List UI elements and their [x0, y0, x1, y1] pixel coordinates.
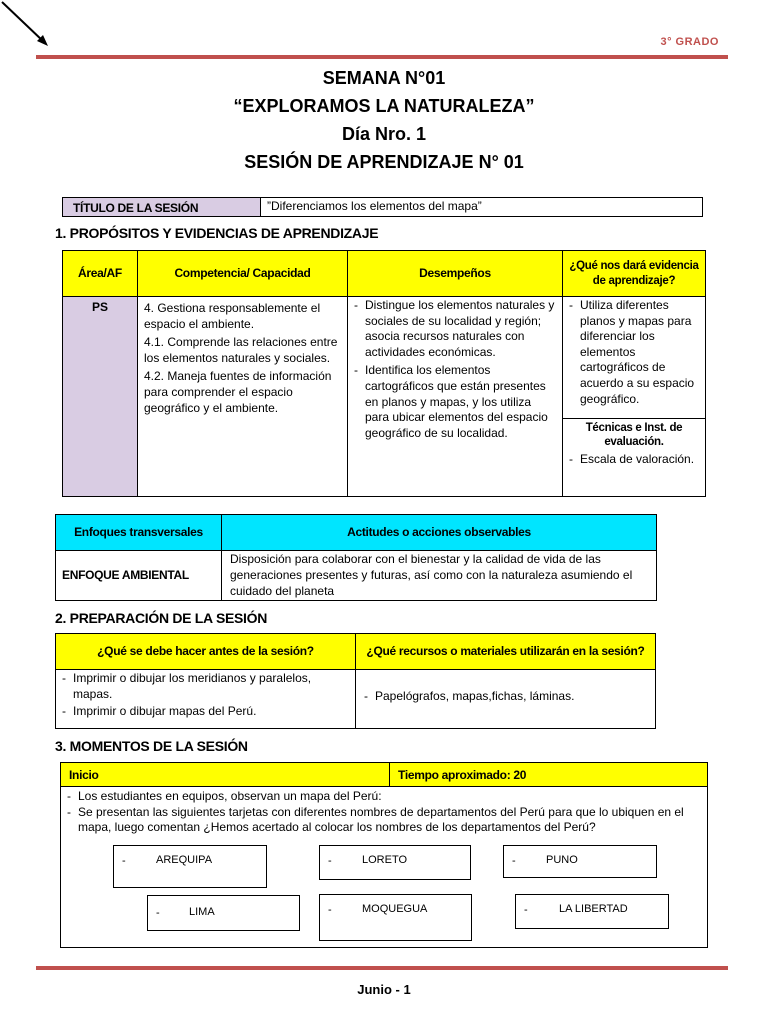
competencia-line: 4.2. Maneja fuentes de información para comprender el espacio geográfico y el ambiente.: [144, 369, 332, 415]
competencia-line: 4. Gestiona responsablemente el espacio el ambiente.: [144, 301, 321, 331]
desempeno-item: - Identifica los elementos cartográficos que están presentes en planos y mapas, y los utiliza para ubicar elementos del espacio geográfico de su localidad.: [352, 363, 556, 441]
card-dash: -: [524, 904, 528, 916]
department-card: [147, 895, 300, 931]
header-actitudes: Actitudes o acciones observables: [221, 514, 657, 551]
moment-item: - Los estudiantes en equipos, observan un mapa del Perú:: [65, 789, 699, 805]
resources-cell: [355, 669, 656, 729]
header-competencia: Competencia/ Capacidad: [137, 250, 348, 297]
top-rule: [36, 55, 728, 59]
competencia-line: 4.1. Comprende las relaciones entre los elementos naturales y sociales.: [144, 335, 338, 365]
evidencia-item: - Utiliza diferentes planos y mapas para diferenciar los elementos cartográficos de acuerdo a su espacio geográfico.: [567, 298, 699, 407]
card-label: LIMA: [189, 906, 215, 918]
grade-label: 3° GRADO: [660, 36, 719, 48]
card-label: AREQUIPA: [156, 854, 213, 866]
card-dash: -: [328, 855, 332, 867]
evidencia-cell: [562, 296, 706, 419]
card-dash: -: [328, 904, 332, 916]
time-label: Tiempo aproximado: 20: [389, 762, 708, 787]
bottom-rule: [36, 966, 728, 970]
before-item: - Imprimir o dibujar los meridianos y paralelos, mapas.: [60, 671, 349, 702]
session-title-label: TÍTULO DE LA SESIÓN: [62, 197, 261, 217]
resources-item: - Papelógrafos, mapas,fichas, láminas.: [362, 689, 649, 705]
card-dash: -: [156, 907, 160, 919]
footer-page: Junio - 1: [357, 982, 411, 997]
moment-item: - Se presentan las siguientes tarjetas con diferentes nombres de departamentos del Perú para que lo ubiquen en el mapa, luego comentan ¿Hemos acertado al colocar los nombres de los departamentos del Perú?: [65, 805, 699, 836]
session-title: SESIÓN DE APRENDIZAJE N° 01: [244, 152, 524, 172]
tecnicas-label: Técnicas e Inst. de evaluación.: [585, 422, 683, 449]
card-label: MOQUEGUA: [362, 903, 428, 915]
desempeno-item: - Distingue los elementos naturales y sociales de su localidad y región; asocia recursos naturales con actividades económicas.: [352, 298, 556, 360]
department-card: [319, 894, 472, 941]
section-moments-heading: 3. MOMENTOS DE LA SESIÓN: [55, 738, 248, 754]
department-card: [515, 894, 669, 929]
card-dash: -: [122, 855, 126, 867]
corner-arrow-icon: [0, 0, 60, 60]
card-label: PUNO: [546, 854, 578, 866]
before-item: - Imprimir o dibujar mapas del Perú.: [60, 704, 349, 720]
start-label: Inicio: [60, 762, 390, 787]
section-preparation-heading: 2. PREPARACIÓN DE LA SESIÓN: [55, 610, 268, 626]
section-purposes-heading: 1. PROPÓSITOS Y EVIDENCIAS DE APRENDIZAJE: [55, 225, 379, 241]
week-title: SEMANA N°01: [322, 68, 446, 88]
day-title: Día Nro. 1: [341, 124, 427, 144]
tecnicas-item: - Escala de valoración.: [567, 452, 701, 468]
department-card: [319, 845, 471, 880]
theme-title: “EXPLORAMOS LA NATURALEZA”: [233, 96, 535, 116]
header-resources: ¿Qué recursos o materiales utilizarán en la sesión?: [355, 633, 656, 670]
enfoque-text: Disposición para colaborar con el bienestar y la calidad de vida de las generaciones presentes y futuras, así como con la naturaleza asumiendo el cuidado del planeta: [221, 550, 657, 601]
header-area: Área/AF: [62, 250, 138, 297]
desempenos-cell: [347, 296, 563, 497]
header-enfoques: Enfoques transversales: [55, 514, 222, 551]
header-before: ¿Qué se debe hacer antes de la sesión?: [55, 633, 356, 670]
department-card: [503, 845, 657, 878]
competencia-cell: [137, 296, 348, 497]
session-title-value: ”Diferenciamos los elementos del mapa”: [260, 197, 703, 217]
card-label: LA LIBERTAD: [559, 903, 628, 915]
card-label: LORETO: [362, 854, 408, 866]
header-evidencia: ¿Qué nos dará evidencia de aprendizaje?: [562, 250, 706, 297]
enfoque-name: ENFOQUE AMBIENTAL: [55, 550, 222, 601]
area-cell: PS: [62, 296, 138, 497]
department-card: [113, 845, 267, 888]
header-desempenos: Desempeños: [347, 250, 563, 297]
card-dash: -: [512, 855, 516, 867]
before-cell: [55, 669, 356, 729]
tecnicas-cell: [562, 418, 706, 497]
